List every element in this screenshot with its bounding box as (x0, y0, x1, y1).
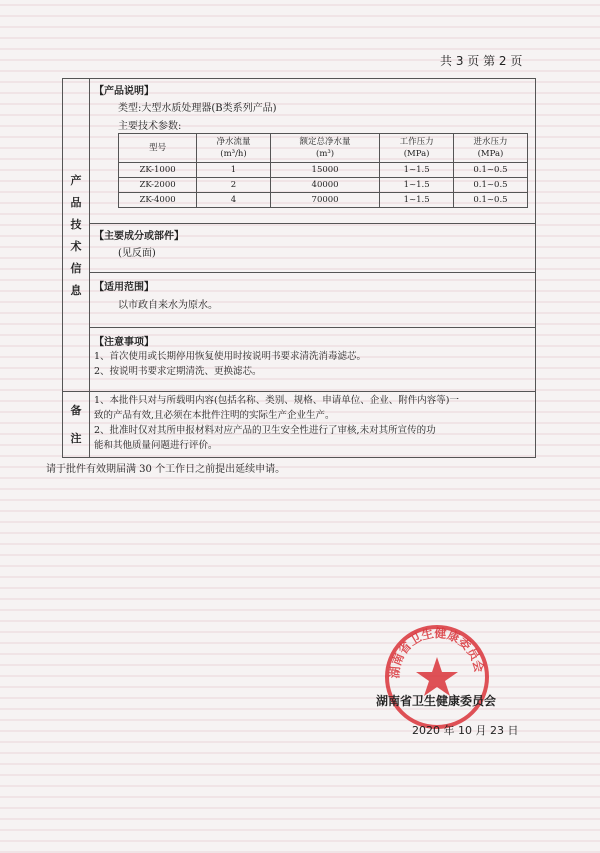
list-item: 1、首次使用或长期停用恢复使用时按说明书要求清洗消毒滤芯。 (94, 351, 367, 362)
product-category: 类型:大型水质处理器(B类系列产品) (118, 103, 277, 114)
page-number: 共 3 页 第 2 页 (440, 54, 523, 68)
table-cell: ZK-2000 (119, 178, 197, 193)
official-seal (382, 622, 492, 732)
header-inlet-pressure: 进水压力 (MPa) (453, 134, 527, 163)
spec-table (118, 133, 528, 208)
table-cell: 1~1.5 (380, 193, 454, 208)
divider (90, 327, 536, 328)
table-row (119, 163, 528, 178)
issue-date: 2020 年 10 月 23 日 (412, 724, 519, 737)
table-cell: 0.1~0.5 (453, 163, 527, 178)
table-cell: 15000 (270, 163, 379, 178)
table-cell: 1~1.5 (380, 178, 454, 193)
divider (90, 272, 536, 273)
remarks-list (94, 393, 532, 453)
header-model: 型号 (119, 134, 197, 163)
product-info-label (62, 170, 90, 302)
list-item: 能和其他质量问题进行评价。 (94, 440, 218, 451)
table-header-row (119, 134, 528, 163)
list-item: 致的产品有效,且必须在本批件注明的实际生产企业生产。 (94, 410, 335, 421)
components-text: (见反面) (118, 248, 156, 259)
table-cell: 2 (197, 178, 271, 193)
header-total: 额定总净水量 (m³) (270, 134, 379, 163)
list-item: 1、本批件只对与所载明内容(包括名称、类别、规格、申请单位、企业、附件内容等)一 (94, 395, 459, 406)
footer-note: 请于批件有效期届满 30 个工作日之前提出延续申请。 (46, 464, 286, 475)
table-row (119, 193, 528, 208)
table-cell: ZK-4000 (119, 193, 197, 208)
product-info-label-column (62, 78, 90, 391)
label-char: 术 (70, 240, 82, 253)
table-cell: 0.1~0.5 (453, 178, 527, 193)
table-cell: ZK-1000 (119, 163, 197, 178)
label-char: 产 (70, 174, 82, 187)
table-cell: 1 (197, 163, 271, 178)
issuer-name: 湖南省卫生健康委员会 (376, 694, 497, 708)
label-char: 技 (70, 218, 82, 231)
product-description-title: 【产品说明】 (94, 86, 154, 97)
remarks-label (62, 397, 90, 453)
divider (90, 223, 536, 224)
divider (62, 391, 536, 392)
label-char: 注 (70, 432, 82, 445)
label-char: 备 (70, 404, 82, 417)
scope-text: 以市政自来水为原水。 (118, 300, 218, 311)
list-item: 2、按说明书要求定期清洗、更换滤芯。 (94, 366, 262, 377)
label-char: 品 (70, 196, 82, 209)
table-cell: 40000 (270, 178, 379, 193)
table-row (119, 178, 528, 193)
seal-text: 湖南省卫生健康委员会 (387, 626, 487, 679)
components-title: 【主要成分或部件】 (94, 231, 184, 242)
list-item: 2、批准时仅对其所申报材料对应产品的卫生安全性进行了审核,未对其所宣传的功 (94, 425, 436, 436)
table-cell: 70000 (270, 193, 379, 208)
header-flow: 净水流量 (m³/h) (197, 134, 271, 163)
remarks-label-column (62, 391, 90, 458)
table-cell: 0.1~0.5 (453, 193, 527, 208)
precautions-list (94, 349, 532, 379)
header-work-pressure: 工作压力 (MPa) (380, 134, 454, 163)
label-char: 息 (70, 284, 82, 297)
main-params-label: 主要技术参数: (118, 121, 182, 132)
precautions-title: 【注意事项】 (94, 337, 154, 348)
label-char: 信 (70, 262, 82, 275)
scope-title: 【适用范围】 (94, 282, 154, 293)
table-cell: 4 (197, 193, 271, 208)
seal-star-icon (416, 657, 458, 696)
table-cell: 1~1.5 (380, 163, 454, 178)
